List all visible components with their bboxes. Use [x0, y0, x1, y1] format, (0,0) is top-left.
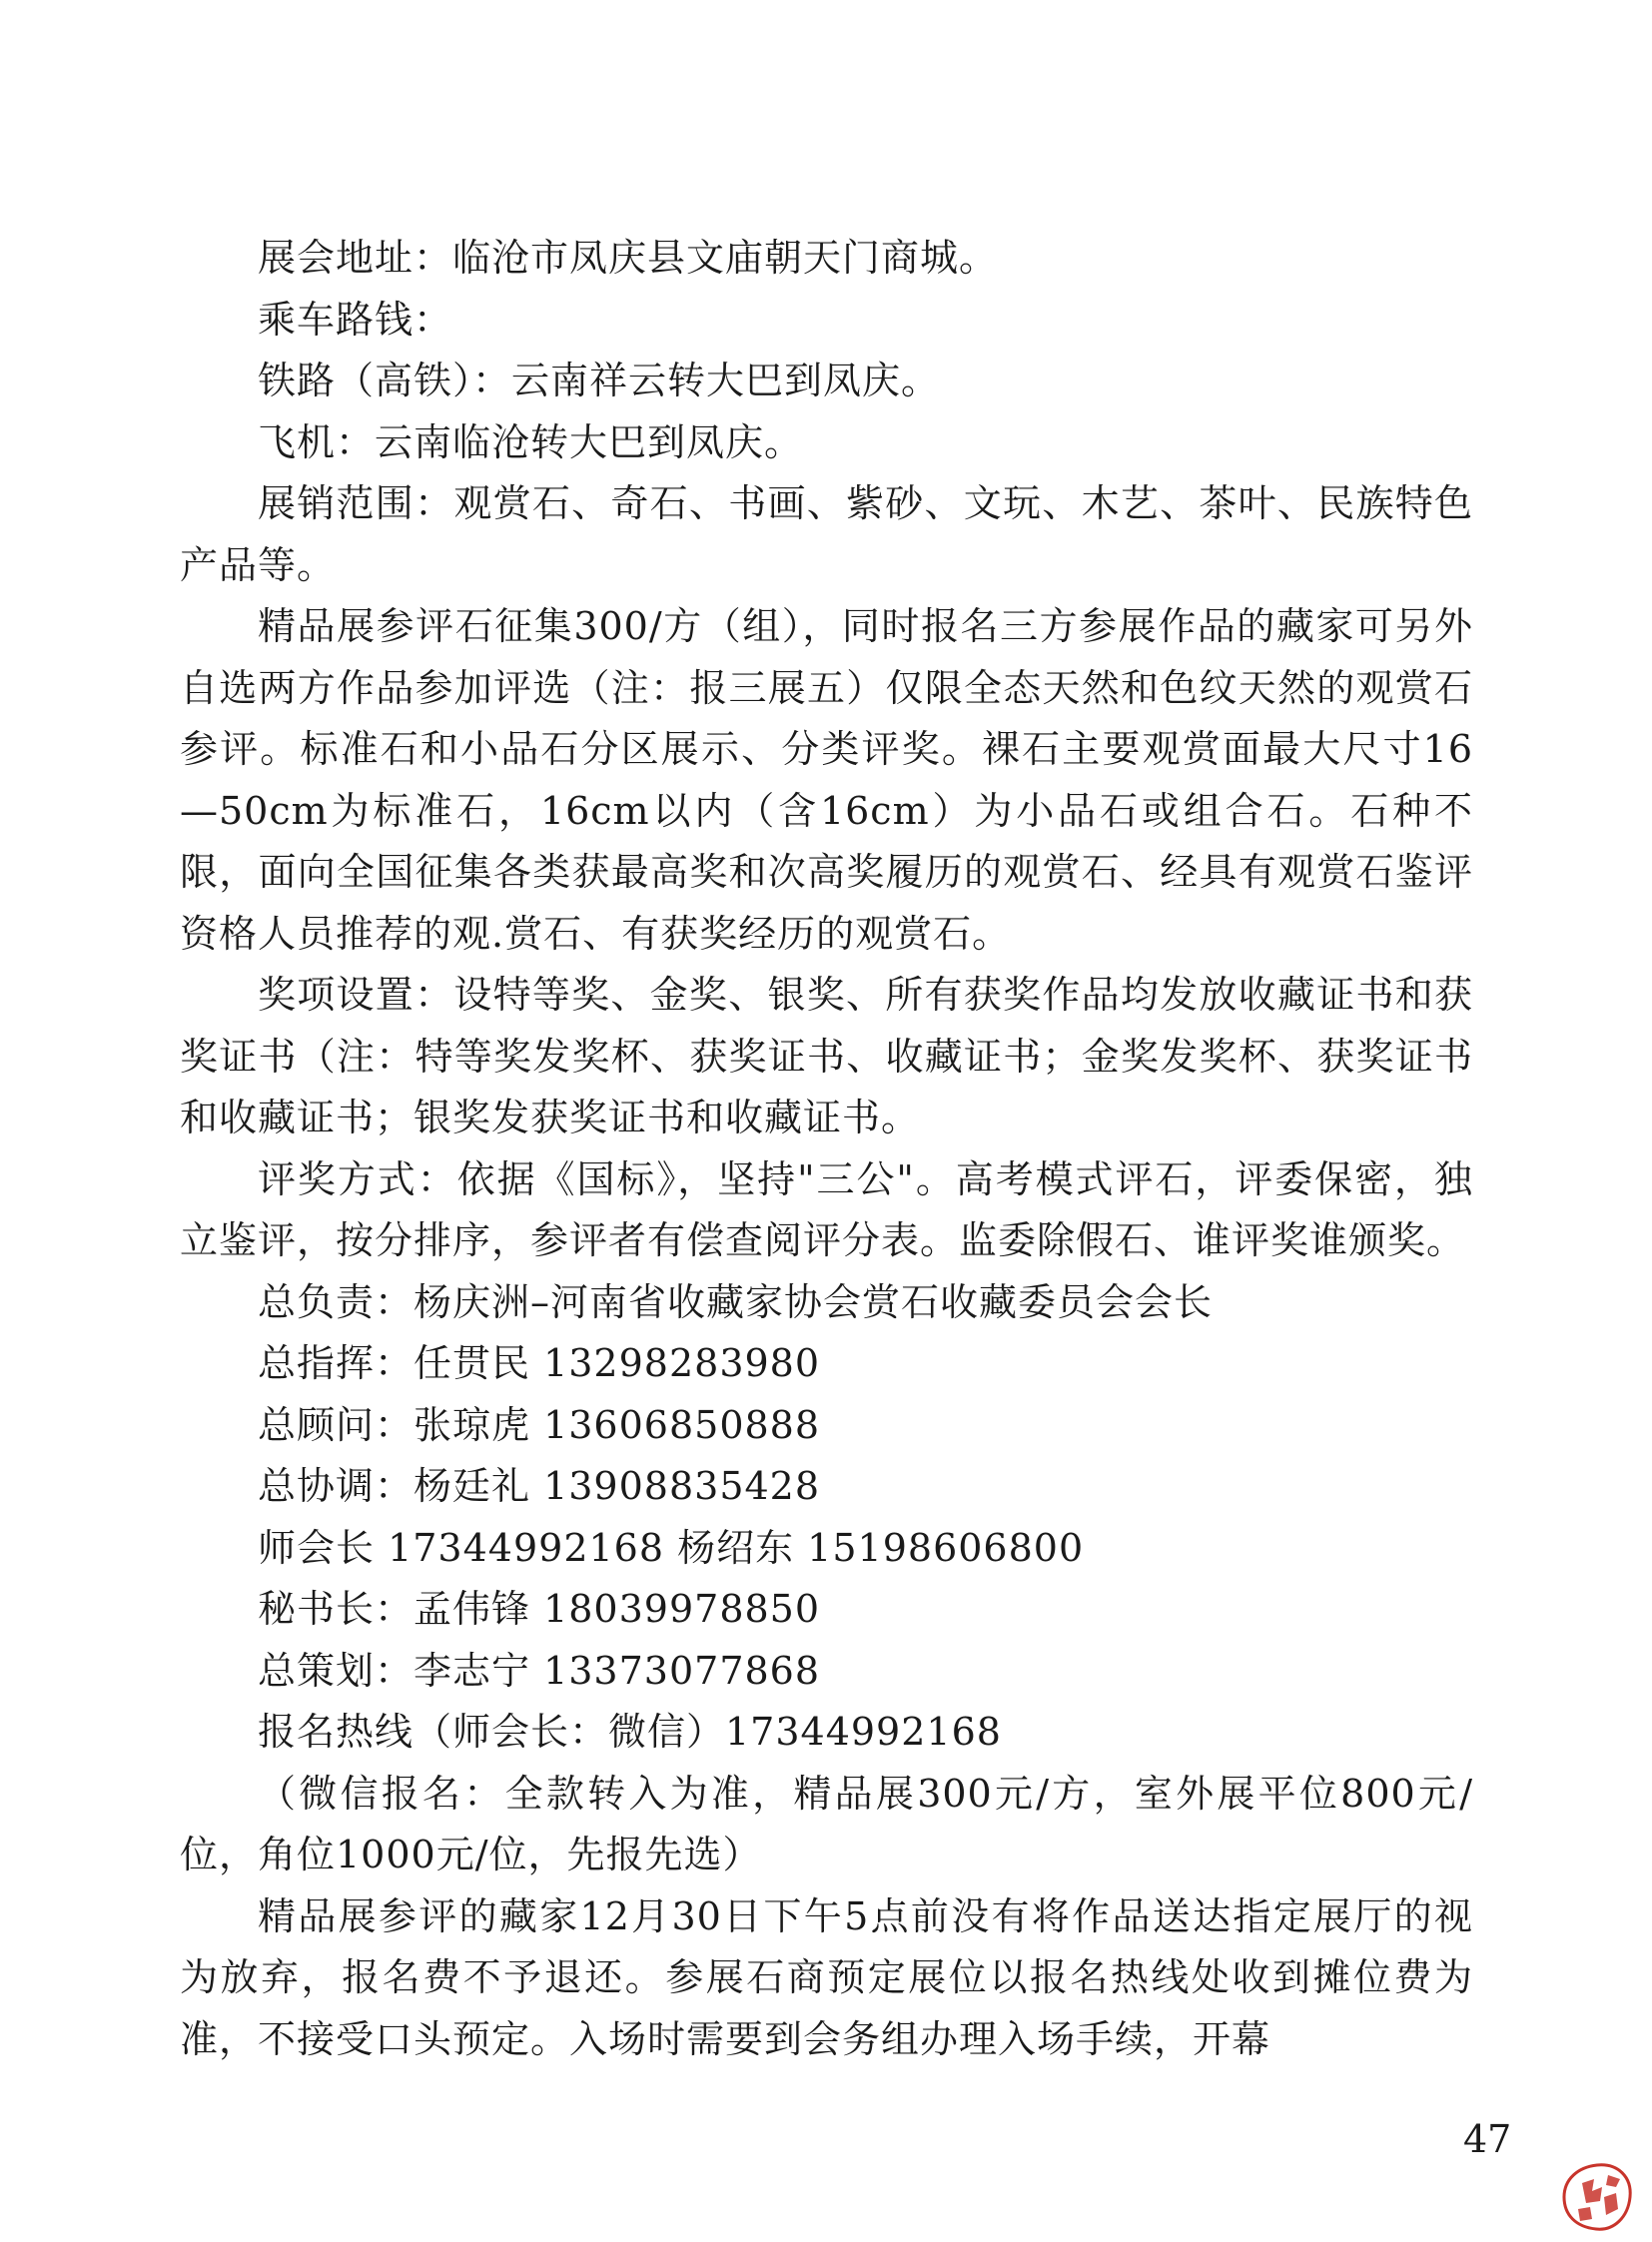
watermark-seal-icon	[1556, 2157, 1638, 2237]
general-manager: 总负责：杨庆洲–河南省收藏家协会赏石收藏委员会会长	[258, 1279, 1214, 1324]
award-settings: 奖项设置：设特等奖、金奖、银奖、所有获奖作品均发放收藏证书和获奖证书（注：特等奖发奖杯、获奖证书、收藏证书；金奖发奖杯、获奖证书和收藏证书；银奖发获奖证书和收藏证书。	[180, 973, 1473, 1139]
commander-in-chief: 总指挥：任贯民 13298283980	[258, 1341, 821, 1385]
travel-route-heading: 乘车路钱：	[258, 297, 453, 342]
wechat-registration-note: （微信报名：全款转入为准，精品展300元/方，室外展平位800元/位，角位1000元/位，先报先选）	[180, 1771, 1473, 1876]
secretary-general: 秘书长：孟伟锋 18039978850	[258, 1587, 821, 1631]
evaluation-method: 评奖方式：依据《国标》，坚持"三公"。高考模式评石，评委保密，独立鉴评，按分排序，参评者有偿查阅评分表。监委除假石、谁评奖谁颁奖。	[180, 1156, 1473, 1262]
submission-deadline-note: 精品展参评的藏家12月30日下午5点前没有将作品送达指定展厅的视为放弃，报名费不予退还。参展石商预定展位以报名热线处收到摊位费为准，不接受口头预定。入场时需要到会务组办理入场手续，开幕	[180, 1893, 1473, 2061]
document-body	[180, 228, 1473, 2070]
page-number: 47	[1463, 2117, 1512, 2161]
exhibition-address: 展会地址：临沧市凤庆县文庙朝天门商城。	[258, 236, 999, 280]
chief-advisor: 总顾问：张琼虎 13606850888	[258, 1402, 821, 1447]
contact-line: 师会长 17344992168 杨绍东 15198606800	[258, 1525, 1085, 1570]
sales-scope: 展销范围：观赏石、奇石、书画、紫砂、文玩、木艺、茶叶、民族特色产品等。	[180, 481, 1473, 587]
registration-hotline: 报名热线（师会长：微信）17344992168	[258, 1710, 1002, 1754]
chief-planner: 总策划：李志宁 13373077868	[258, 1648, 821, 1693]
flight-route: 飞机：云南临沧转大巴到凤庆。	[258, 419, 804, 464]
chief-coordinator: 总协调：杨廷礼 13908835428	[258, 1464, 821, 1508]
evaluation-collection: 精品展参评石征集300/方（组），同时报名三方参展作品的藏家可另外自选两方作品参加评选（注：报三展五）仅限全态天然和色纹天然的观赏石参评。标准石和小品石分区展示、分类评奖。裸石主要观赏面最大尺寸16—50cm为标准石，16cm以内（含16cm）为小品石或组合石。石种不限，面向全国征集各类获最高奖和次高奖履历的观赏石、经具有观赏石鉴评资格人员推荐的观.赏石、有获奖经历的观赏石。	[180, 604, 1473, 956]
railway-route: 铁路（高铁）：云南祥云转大巴到凤庆。	[258, 359, 941, 402]
